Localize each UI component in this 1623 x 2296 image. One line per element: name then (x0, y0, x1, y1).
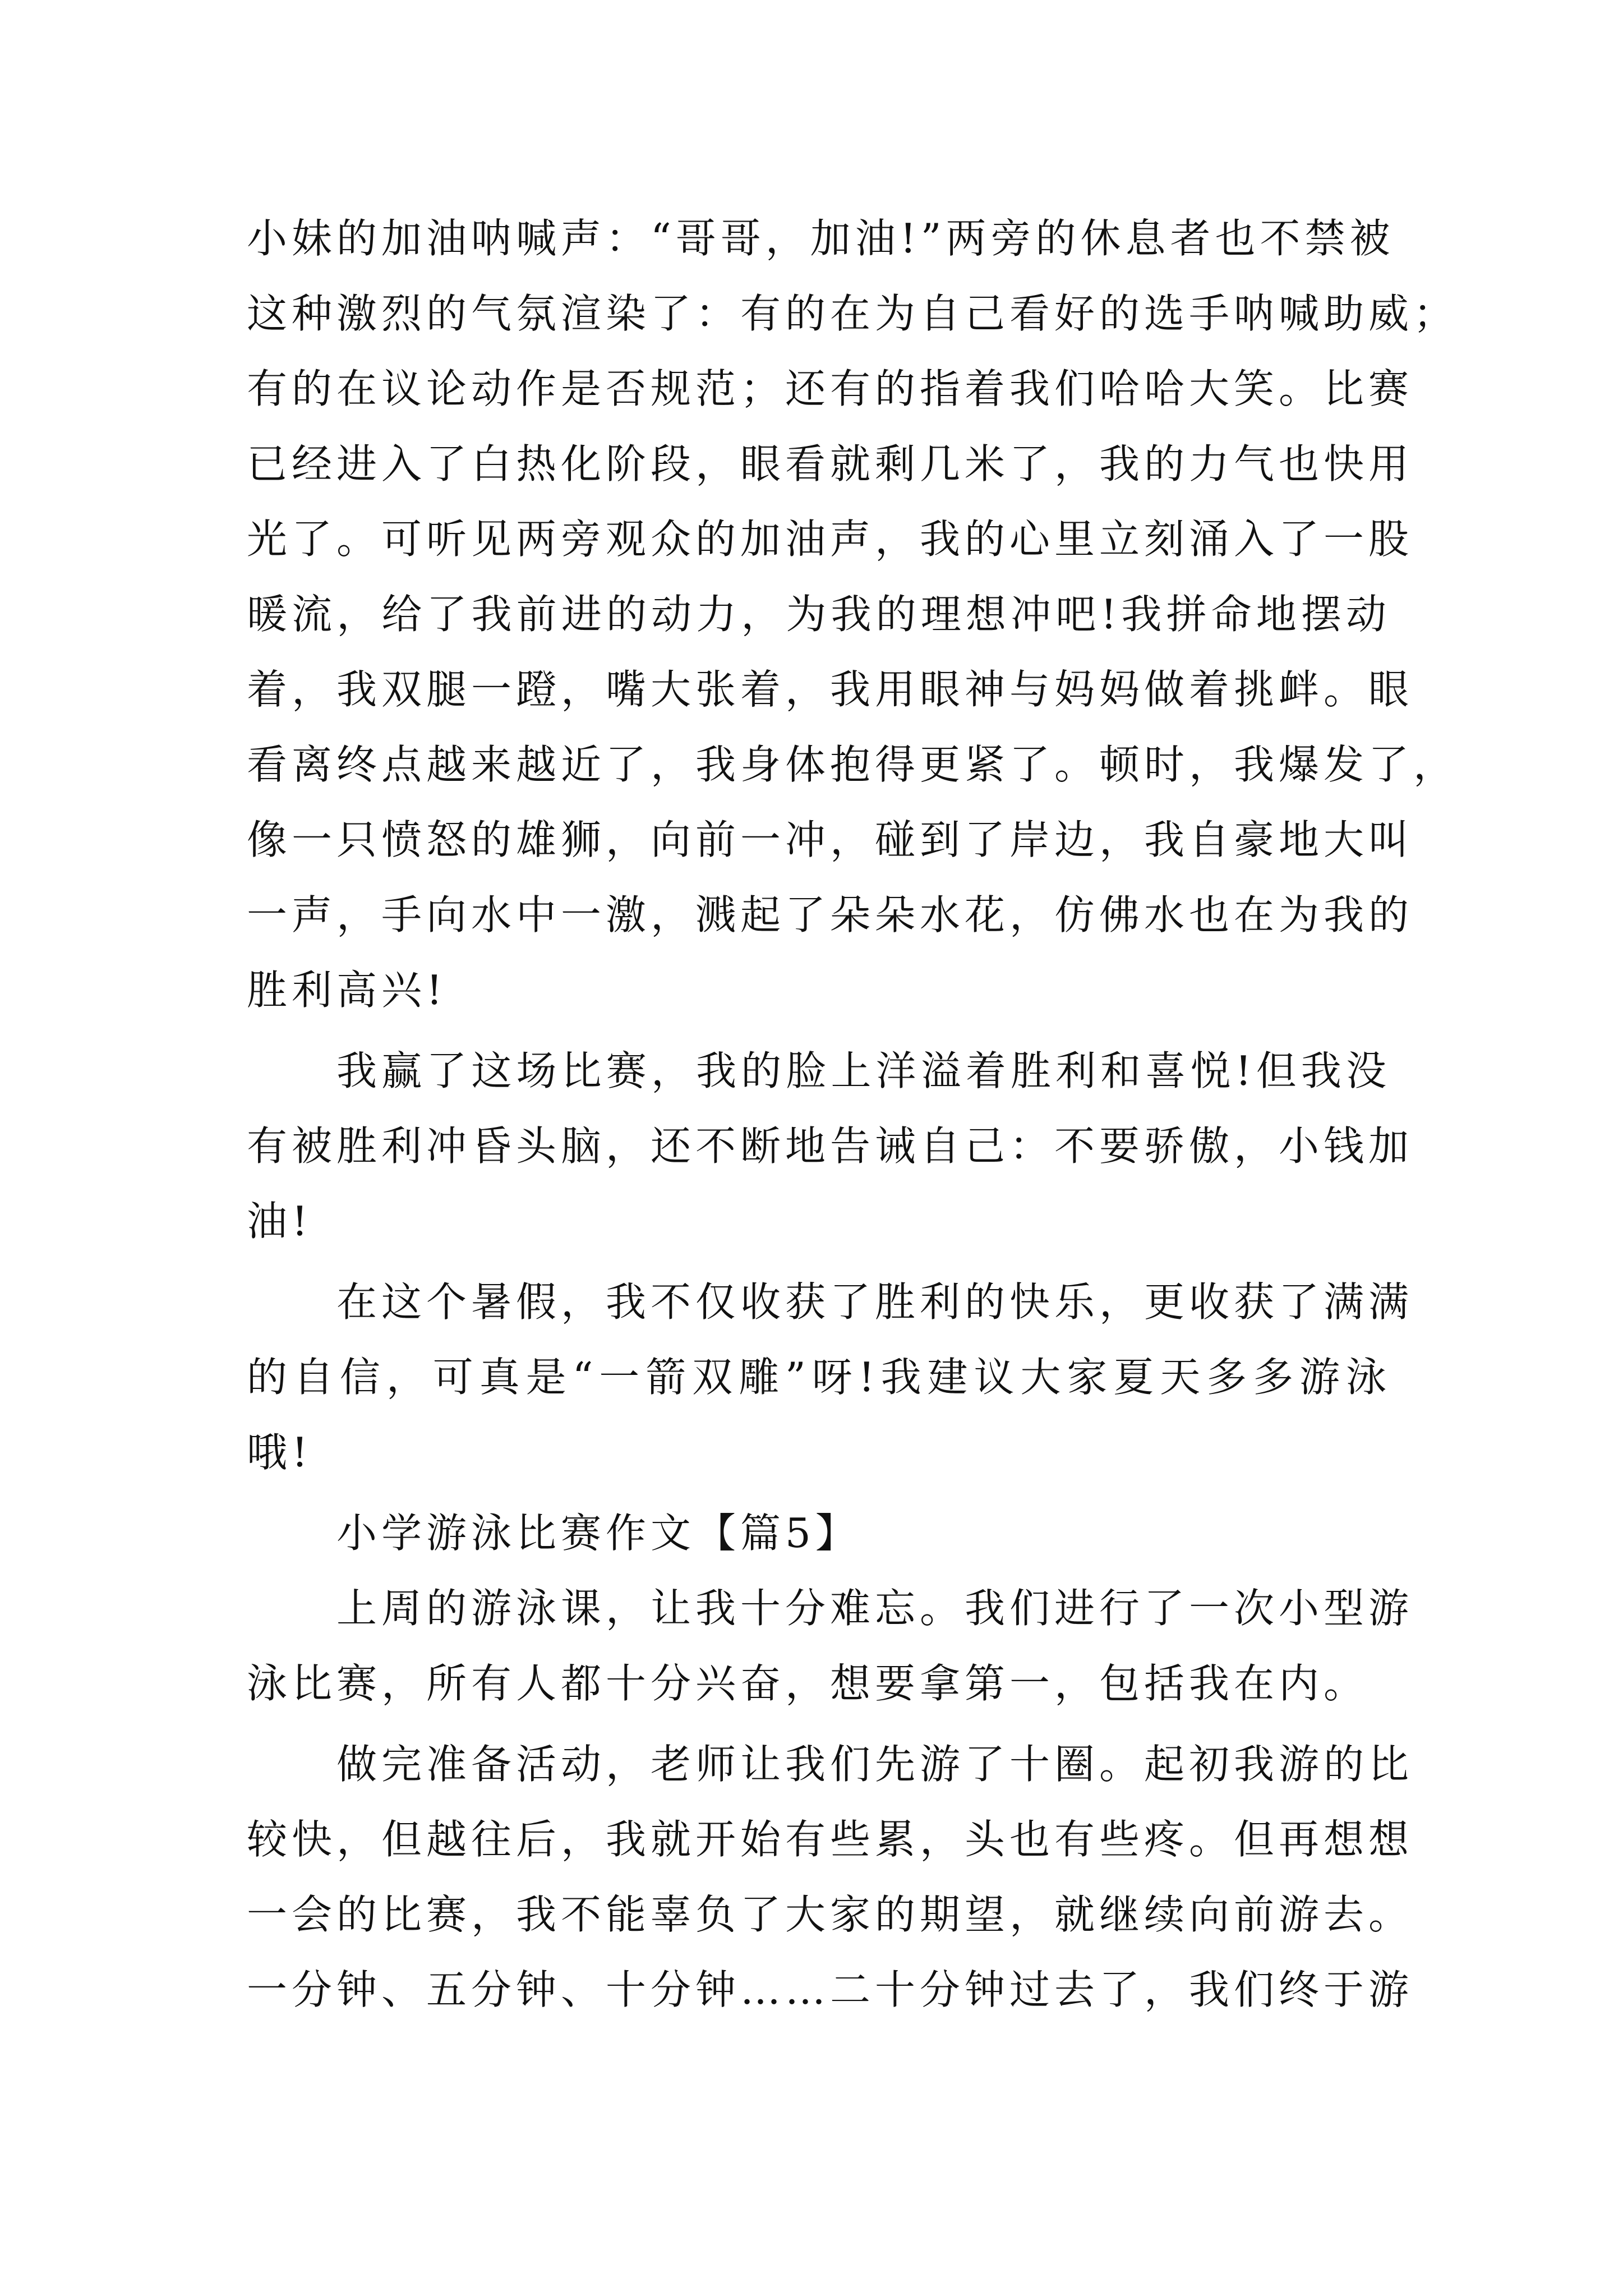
text-line-3: 有的在议论动作是否规范；还有的指着我们哈哈大笑。比赛 (247, 365, 1414, 412)
text-line-6: 暖流，给了我前进的动力，为我的理想冲吧!我拼命地摆动 (247, 591, 1391, 638)
text-line-13: 有被胜利冲昏头脑，还不断地告诫自己：不要骄傲，小钱加 (247, 1122, 1414, 1170)
text-line-20: 泳比赛，所有人都十分兴奋，想要拿第一，包括我在内。 (247, 1660, 1369, 1707)
text-line-24: 一分钟、五分钟、十分钟……二十分钟过去了，我们终于游 (247, 1966, 1414, 2013)
section-heading: 小学游泳比赛作文【篇5】 (336, 1510, 860, 1557)
text-line-1: 小妹的加油呐喊声：“哥哥，加油!”两旁的休息者也不禁被 (247, 215, 1395, 262)
text-line-5: 光了。可听见两旁观众的加油声，我的心里立刻涌入了一股 (247, 516, 1414, 563)
text-line-11: 胜利高兴! (247, 967, 447, 1014)
text-line-21: 做完准备活动，老师让我们先游了十圈。起初我游的比 (336, 1741, 1414, 1788)
text-line-8: 看离终点越来越近了，我身体抱得更紧了。顿时，我爆发了， (247, 741, 1459, 788)
text-line-7: 着，我双腿一蹬，嘴大张着，我用眼神与妈妈做着挑衅。眼 (247, 666, 1414, 713)
text-line-12: 我赢了这场比赛，我的脸上洋溢着胜利和喜悦!但我没 (336, 1047, 1391, 1094)
text-line-9: 像一只愤怒的雄狮，向前一冲，碰到了岸边，我自豪地大叫 (247, 816, 1414, 863)
text-line-19: 上周的游泳课，让我十分难忘。我们进行了一次小型游 (336, 1585, 1414, 1632)
text-line-17: 哦! (247, 1429, 312, 1476)
text-line-4: 已经进入了白热化阶段，眼看就剩几米了，我的力气也快用 (247, 440, 1414, 487)
text-line-22: 较快，但越往后，我就开始有些累，头也有些疼。但再想想 (247, 1816, 1414, 1863)
text-line-2: 这种激烈的气氛渲染了：有的在为自己看好的选手呐喊助威； (247, 290, 1459, 337)
text-line-10: 一声，手向水中一激，溅起了朵朵水花，仿佛水也在为我的 (247, 891, 1414, 938)
text-line-16: 的自信，可真是“一箭双雕”呀!我建议大家夏天多多游泳 (247, 1354, 1391, 1401)
text-line-15: 在这个暑假，我不仅收获了胜利的快乐，更收获了满满 (336, 1278, 1414, 1326)
text-line-14: 油! (247, 1198, 312, 1245)
text-line-23: 一会的比赛，我不能辜负了大家的期望，就继续向前游去。 (247, 1891, 1414, 1938)
